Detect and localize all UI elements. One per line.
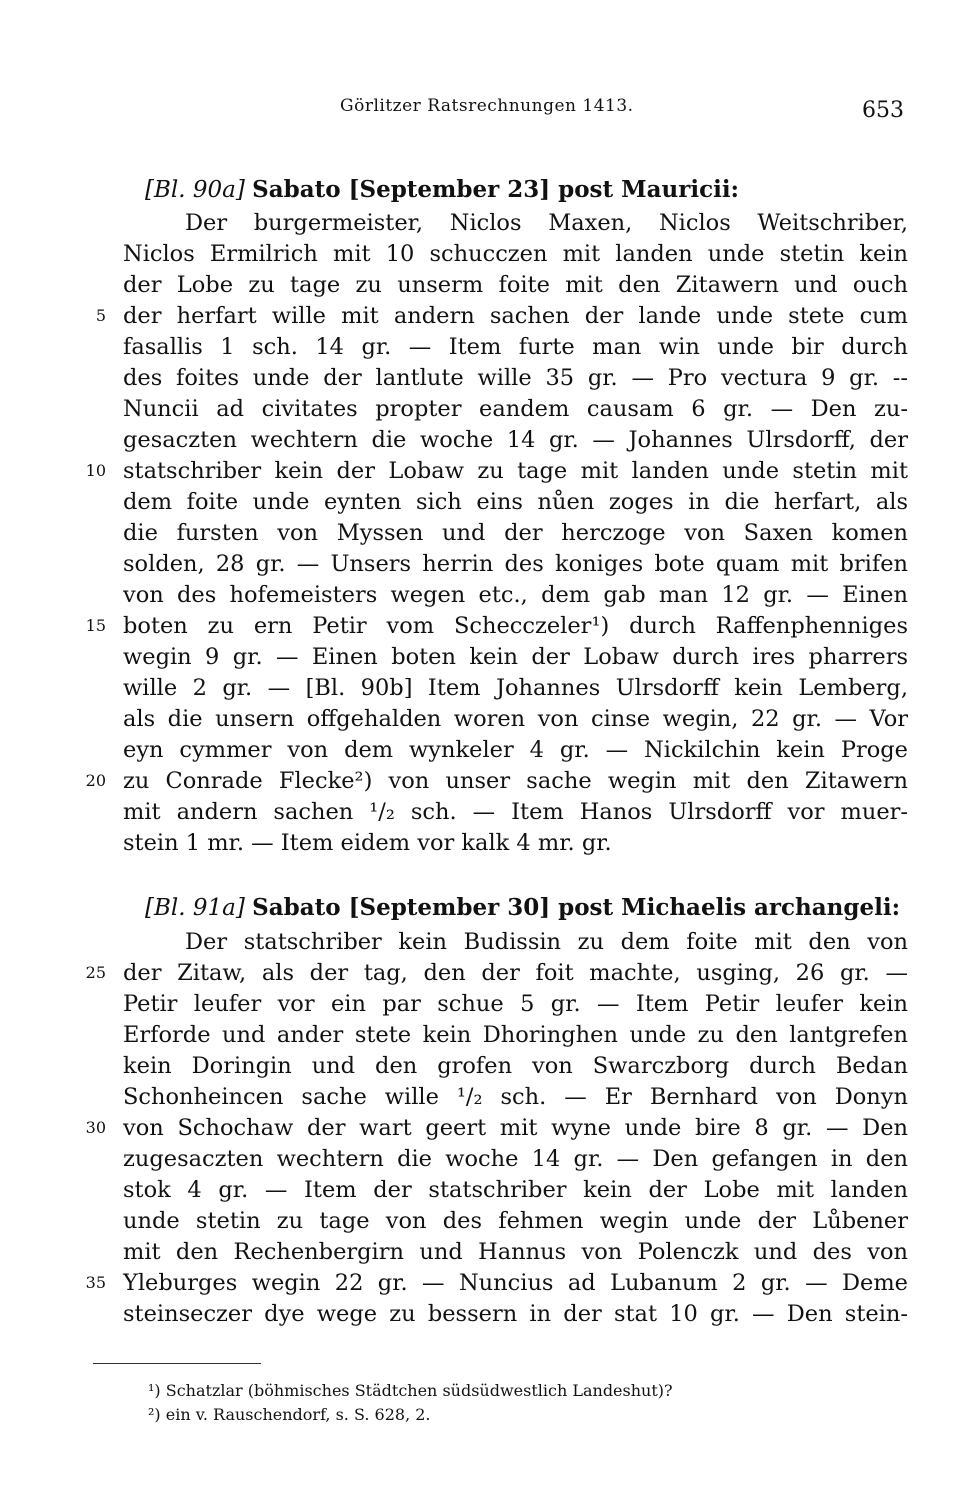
line-number: 25 bbox=[85, 963, 106, 982]
text-line: dem foite unde eynten sich eins nůen zoges in die herfart, als bbox=[123, 489, 908, 515]
text-line: des foites unde der lantlute wille 35 gr. — Pro vectura 9 gr. -- bbox=[123, 365, 908, 391]
text-line: Nuncii ad civitates propter eandem causam 6 gr. — Den zu- bbox=[123, 396, 908, 422]
text-line: von des hofemeisters wegen etc., dem gab man 12 gr. — Einen bbox=[123, 582, 908, 608]
footnote: ¹) Schatzlar (böhmisches Städtchen südsüdwestlich Landeshut)? bbox=[148, 1381, 673, 1400]
line-number: 15 bbox=[85, 616, 106, 635]
text-line: wegin 9 gr. — Einen boten kein der Lobaw durch ires pharrers bbox=[123, 644, 908, 670]
line-number: 5 bbox=[95, 306, 106, 325]
text-line: Der statschriber kein Budissin zu dem foite mit den von bbox=[185, 929, 908, 955]
footnote: ²) ein v. Rauschendorf, s. S. 628, 2. bbox=[148, 1405, 431, 1424]
section-title: Sabato [September 23] post Mauricii: bbox=[252, 176, 740, 203]
text-line: wille 2 gr. — [Bl. 90b] Item Johannes Ulrsdorff kein Lemberg, bbox=[123, 675, 908, 701]
text-line: Yleburges wegin 22 gr. — Nuncius ad Lubanum 2 gr. — Deme bbox=[123, 1270, 908, 1296]
text-line: steinseczer dye wege zu bessern in der stat 10 gr. — Den stein- bbox=[123, 1301, 908, 1327]
text-line: gesaczten wechtern die woche 14 gr. — Johannes Ulrsdorff, der bbox=[123, 427, 908, 453]
text-line: Petir leufer vor ein par schue 5 gr. — Item Petir leufer kein bbox=[123, 991, 908, 1017]
running-head: Görlitzer Ratsrechnungen 1413. bbox=[340, 96, 634, 116]
text-line: boten zu ern Petir vom Schecczeler¹) durch Raffenphenniges bbox=[123, 613, 908, 639]
text-line: Erforde und ander stete kein Dhoringhen unde zu den lantgrefen bbox=[123, 1022, 908, 1048]
section-heading bbox=[145, 893, 901, 923]
folio-reference: [Bl. 91a] bbox=[145, 895, 245, 921]
line-number: 30 bbox=[85, 1118, 106, 1137]
text-line: kein Doringin und den grofen von Swarczborg durch Bedan bbox=[123, 1053, 908, 1079]
text-line: stein 1 mr. — Item eidem vor kalk 4 mr. gr. bbox=[123, 830, 612, 856]
line-number: 20 bbox=[85, 771, 106, 790]
text-line: die fursten von Myssen und der herczoge von Saxen komen bbox=[123, 520, 908, 546]
text-line: fasallis 1 sch. 14 gr. — Item furte man win unde bir durch bbox=[123, 334, 908, 360]
line-number: 10 bbox=[85, 461, 106, 480]
text-line: Niclos Ermilrich mit 10 schucczen mit landen unde stetin kein bbox=[123, 241, 908, 267]
text-line: Der burgermeister, Niclos Maxen, Niclos Weitschriber, bbox=[185, 210, 908, 236]
text-line: Schonheincen sache wille ¹/₂ sch. — Er Bernhard von Donyn bbox=[123, 1084, 908, 1110]
text-line: eyn cymmer von dem wynkeler 4 gr. — Nickilchin kein Proge bbox=[123, 737, 908, 763]
text-line: der Zitaw, als der tag, den der foit machte, usging, 26 gr. — bbox=[123, 960, 908, 986]
text-line: zugesaczten wechtern die woche 14 gr. — Den gefangen in den bbox=[123, 1146, 908, 1172]
text-line: von Schochaw der wart geert mit wyne unde bire 8 gr. — Den bbox=[123, 1115, 908, 1141]
footnote-rule bbox=[93, 1363, 261, 1364]
text-line: der herfart wille mit andern sachen der lande unde stete cum bbox=[123, 303, 908, 329]
page-number: 653 bbox=[862, 98, 904, 123]
section-title: Sabato [September 30] post Michaelis archangeli: bbox=[252, 894, 901, 921]
text-line: stok 4 gr. — Item der statschriber kein der Lobe mit landen bbox=[123, 1177, 908, 1203]
text-line: unde stetin zu tage von des fehmen wegin unde der Lůbener bbox=[123, 1208, 908, 1234]
text-line: der Lobe zu tage zu unserm foite mit den Zitawern und ouch bbox=[123, 272, 908, 298]
folio-reference: [Bl. 90a] bbox=[145, 177, 245, 203]
text-line: statschriber kein der Lobaw zu tage mit landen unde stetin mit bbox=[123, 458, 908, 484]
text-line: als die unsern offgehalden woren von cinse wegin, 22 gr. — Vor bbox=[123, 706, 908, 732]
text-line: solden, 28 gr. — Unsers herrin des koniges bote quam mit brifen bbox=[123, 551, 908, 577]
line-number: 35 bbox=[85, 1273, 106, 1292]
text-line: mit den Rechenbergirn und Hannus von Polenczk und des von bbox=[123, 1239, 908, 1265]
section-heading bbox=[145, 175, 885, 205]
text-line: mit andern sachen ¹/₂ sch. — Item Hanos Ulrsdorff vor muer- bbox=[123, 799, 908, 825]
text-line: zu Conrade Flecke²) von unser sache wegin mit den Zitawern bbox=[123, 768, 908, 794]
